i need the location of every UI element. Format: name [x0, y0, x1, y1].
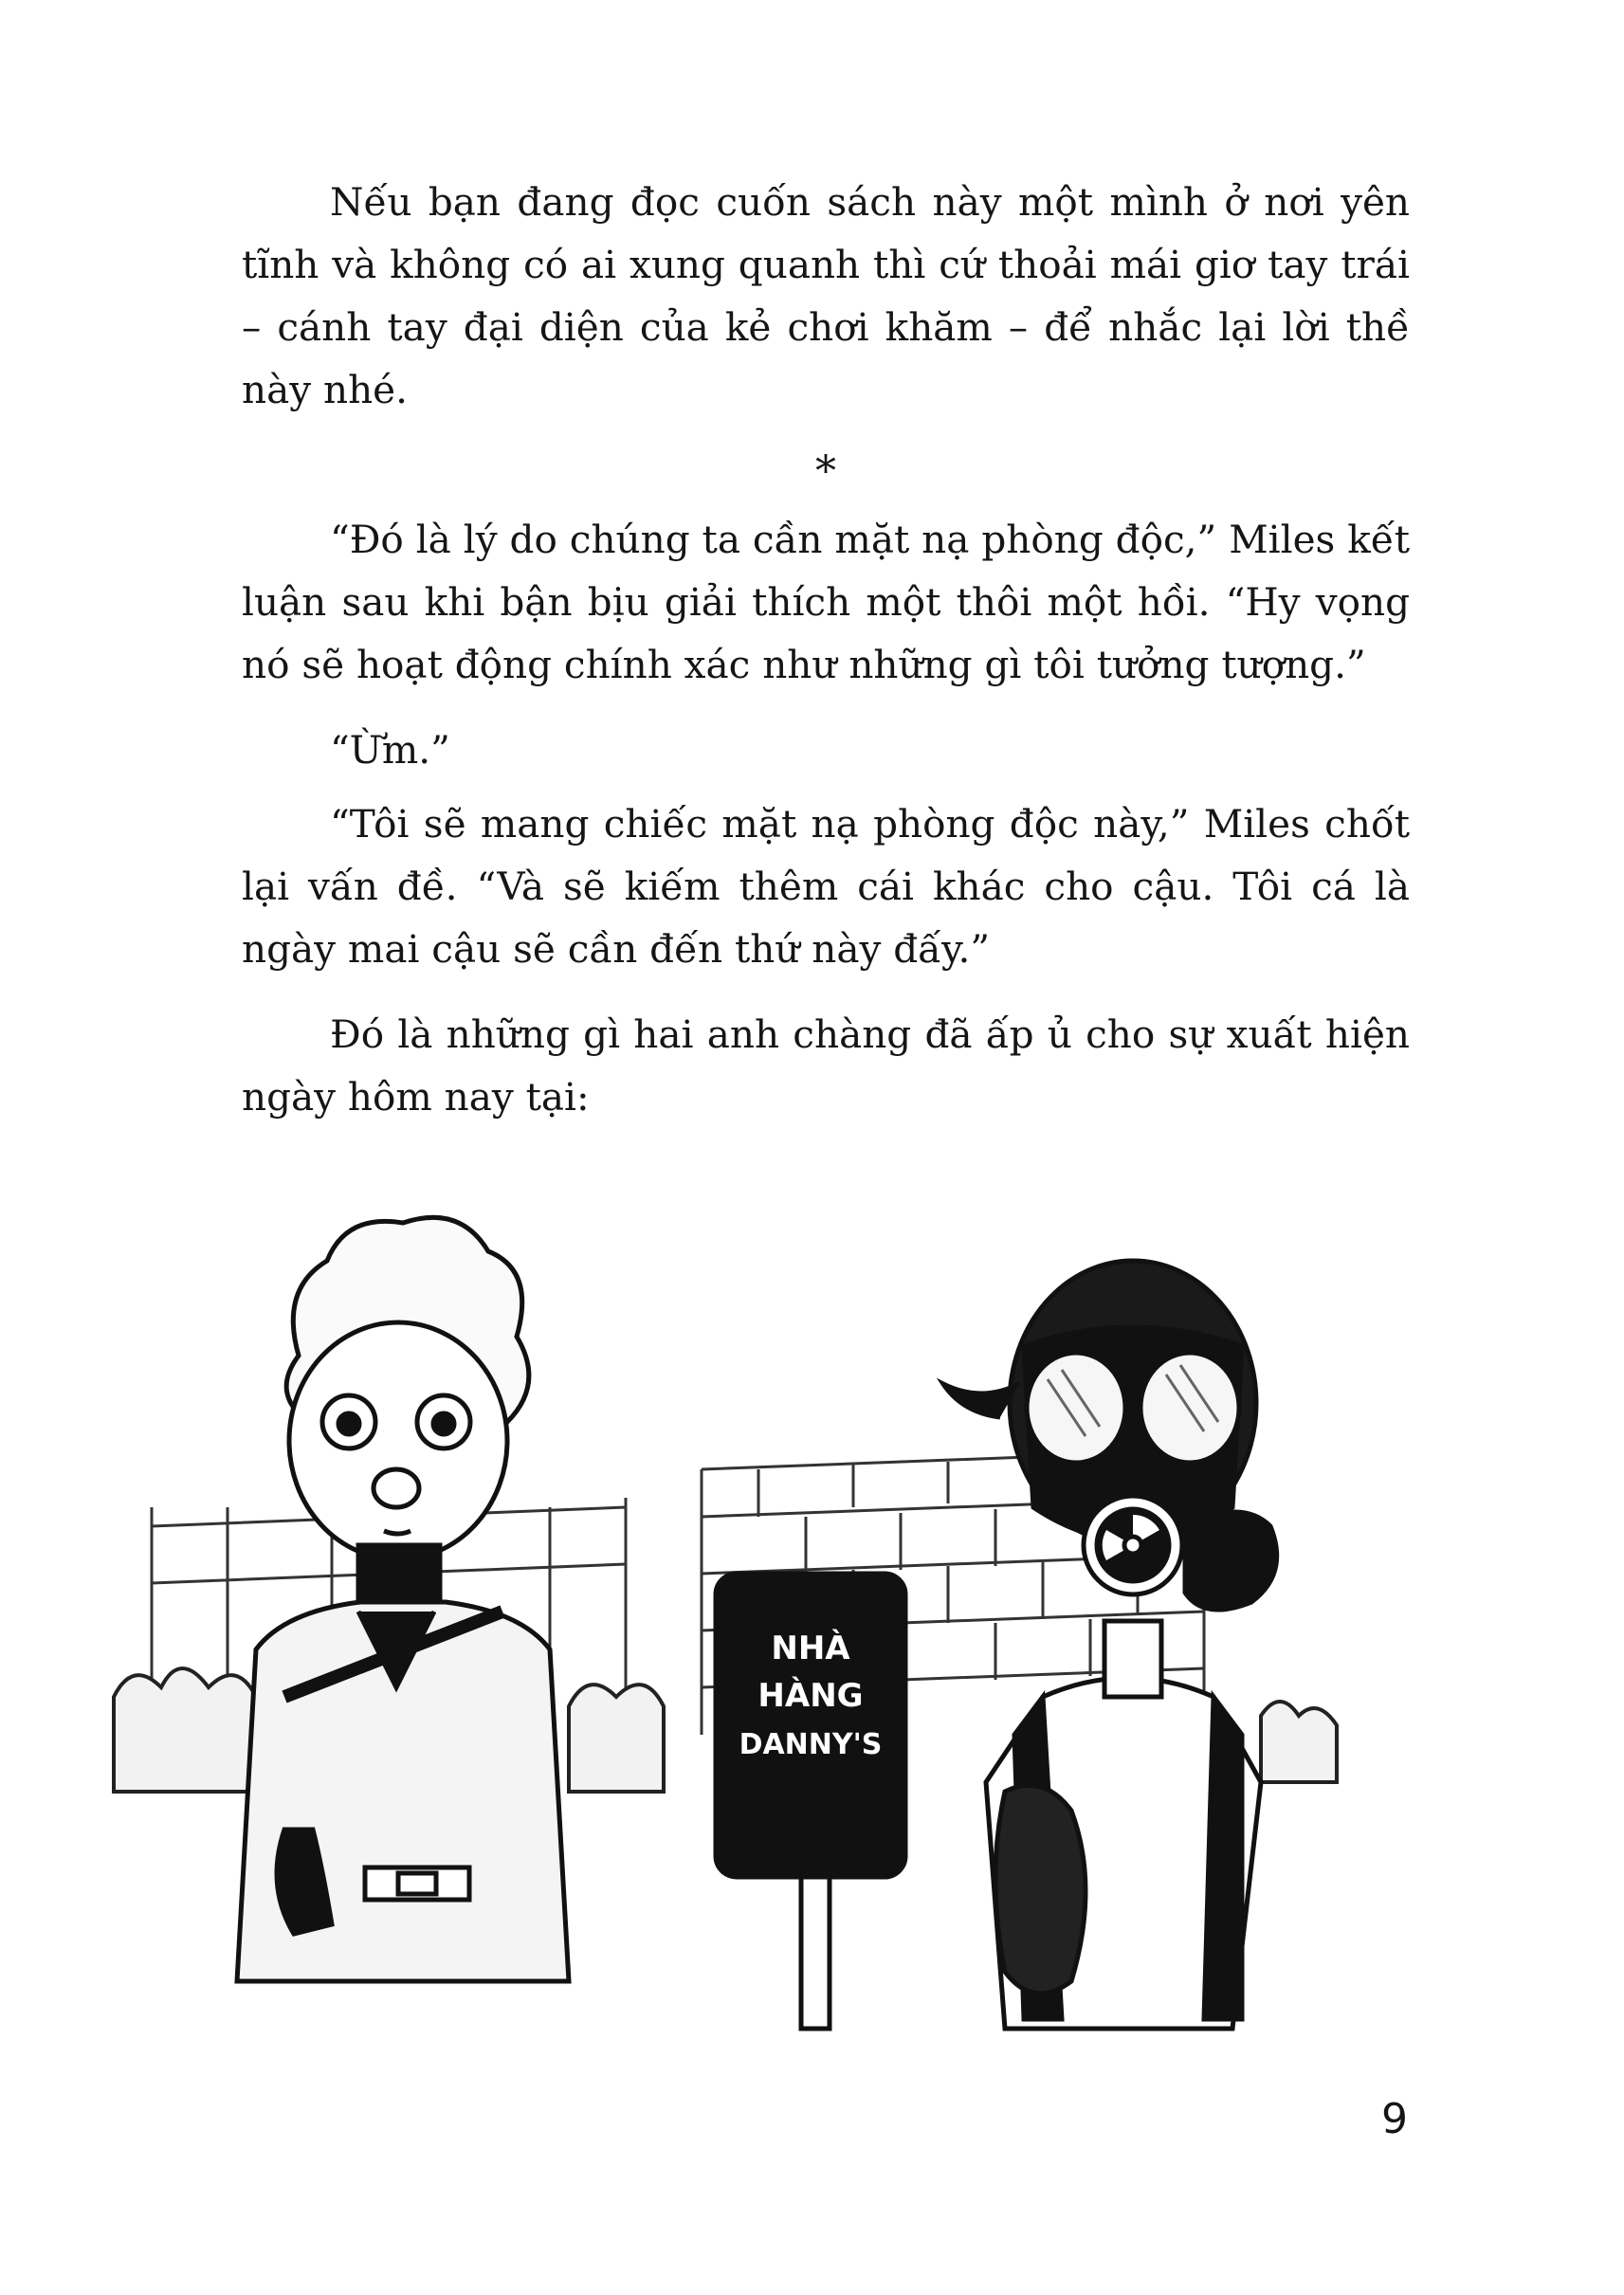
boy-in-coat [237, 1217, 569, 1981]
paragraph-3: “Ừm.” [330, 727, 450, 773]
sign-line-2: HÀNG [757, 1677, 864, 1715]
boy-in-gas-mask [943, 1261, 1277, 2029]
body-text [242, 171, 1410, 1151]
section-separator: * [815, 447, 836, 496]
page-number: 9 [1381, 2095, 1408, 2143]
paragraph-5: Đó là những gì hai anh chàng đã ấp ủ cho sự xuất hiện ngày hôm nay tại: [242, 1011, 1410, 1120]
paragraph-1: Nếu bạn đang đọc cuốn sách này một mình ở nơi yên tĩnh và không có ai xung quanh thì cứ thoải mái giơ tay trái – cánh tay đại diện của kẻ chơi khăm – để nhắc lại lời thề này nhé. [242, 179, 1410, 412]
restaurant-sign [716, 1574, 905, 2029]
illustration [95, 1204, 1479, 2057]
sign-line-3: DANNY'S [739, 1728, 883, 1761]
sign-line-1: NHÀ [771, 1630, 850, 1667]
paragraph-4: “Tôi sẽ mang chiếc mặt nạ phòng độc này,” Miles chốt lại vấn đề. “Và sẽ kiếm thêm cái khác cho cậu. Tôi cá là ngày mai cậu sẽ cần đến thứ này đấy.” [242, 801, 1410, 972]
paragraph-2: “Đó là lý do chúng ta cần mặt nạ phòng độc,” Miles kết luận sau khi bận bịu giải thích một thôi một hồi. “Hy vọng nó sẽ hoạt động chính xác như những gì tôi tưởng tượng.” [242, 517, 1410, 687]
